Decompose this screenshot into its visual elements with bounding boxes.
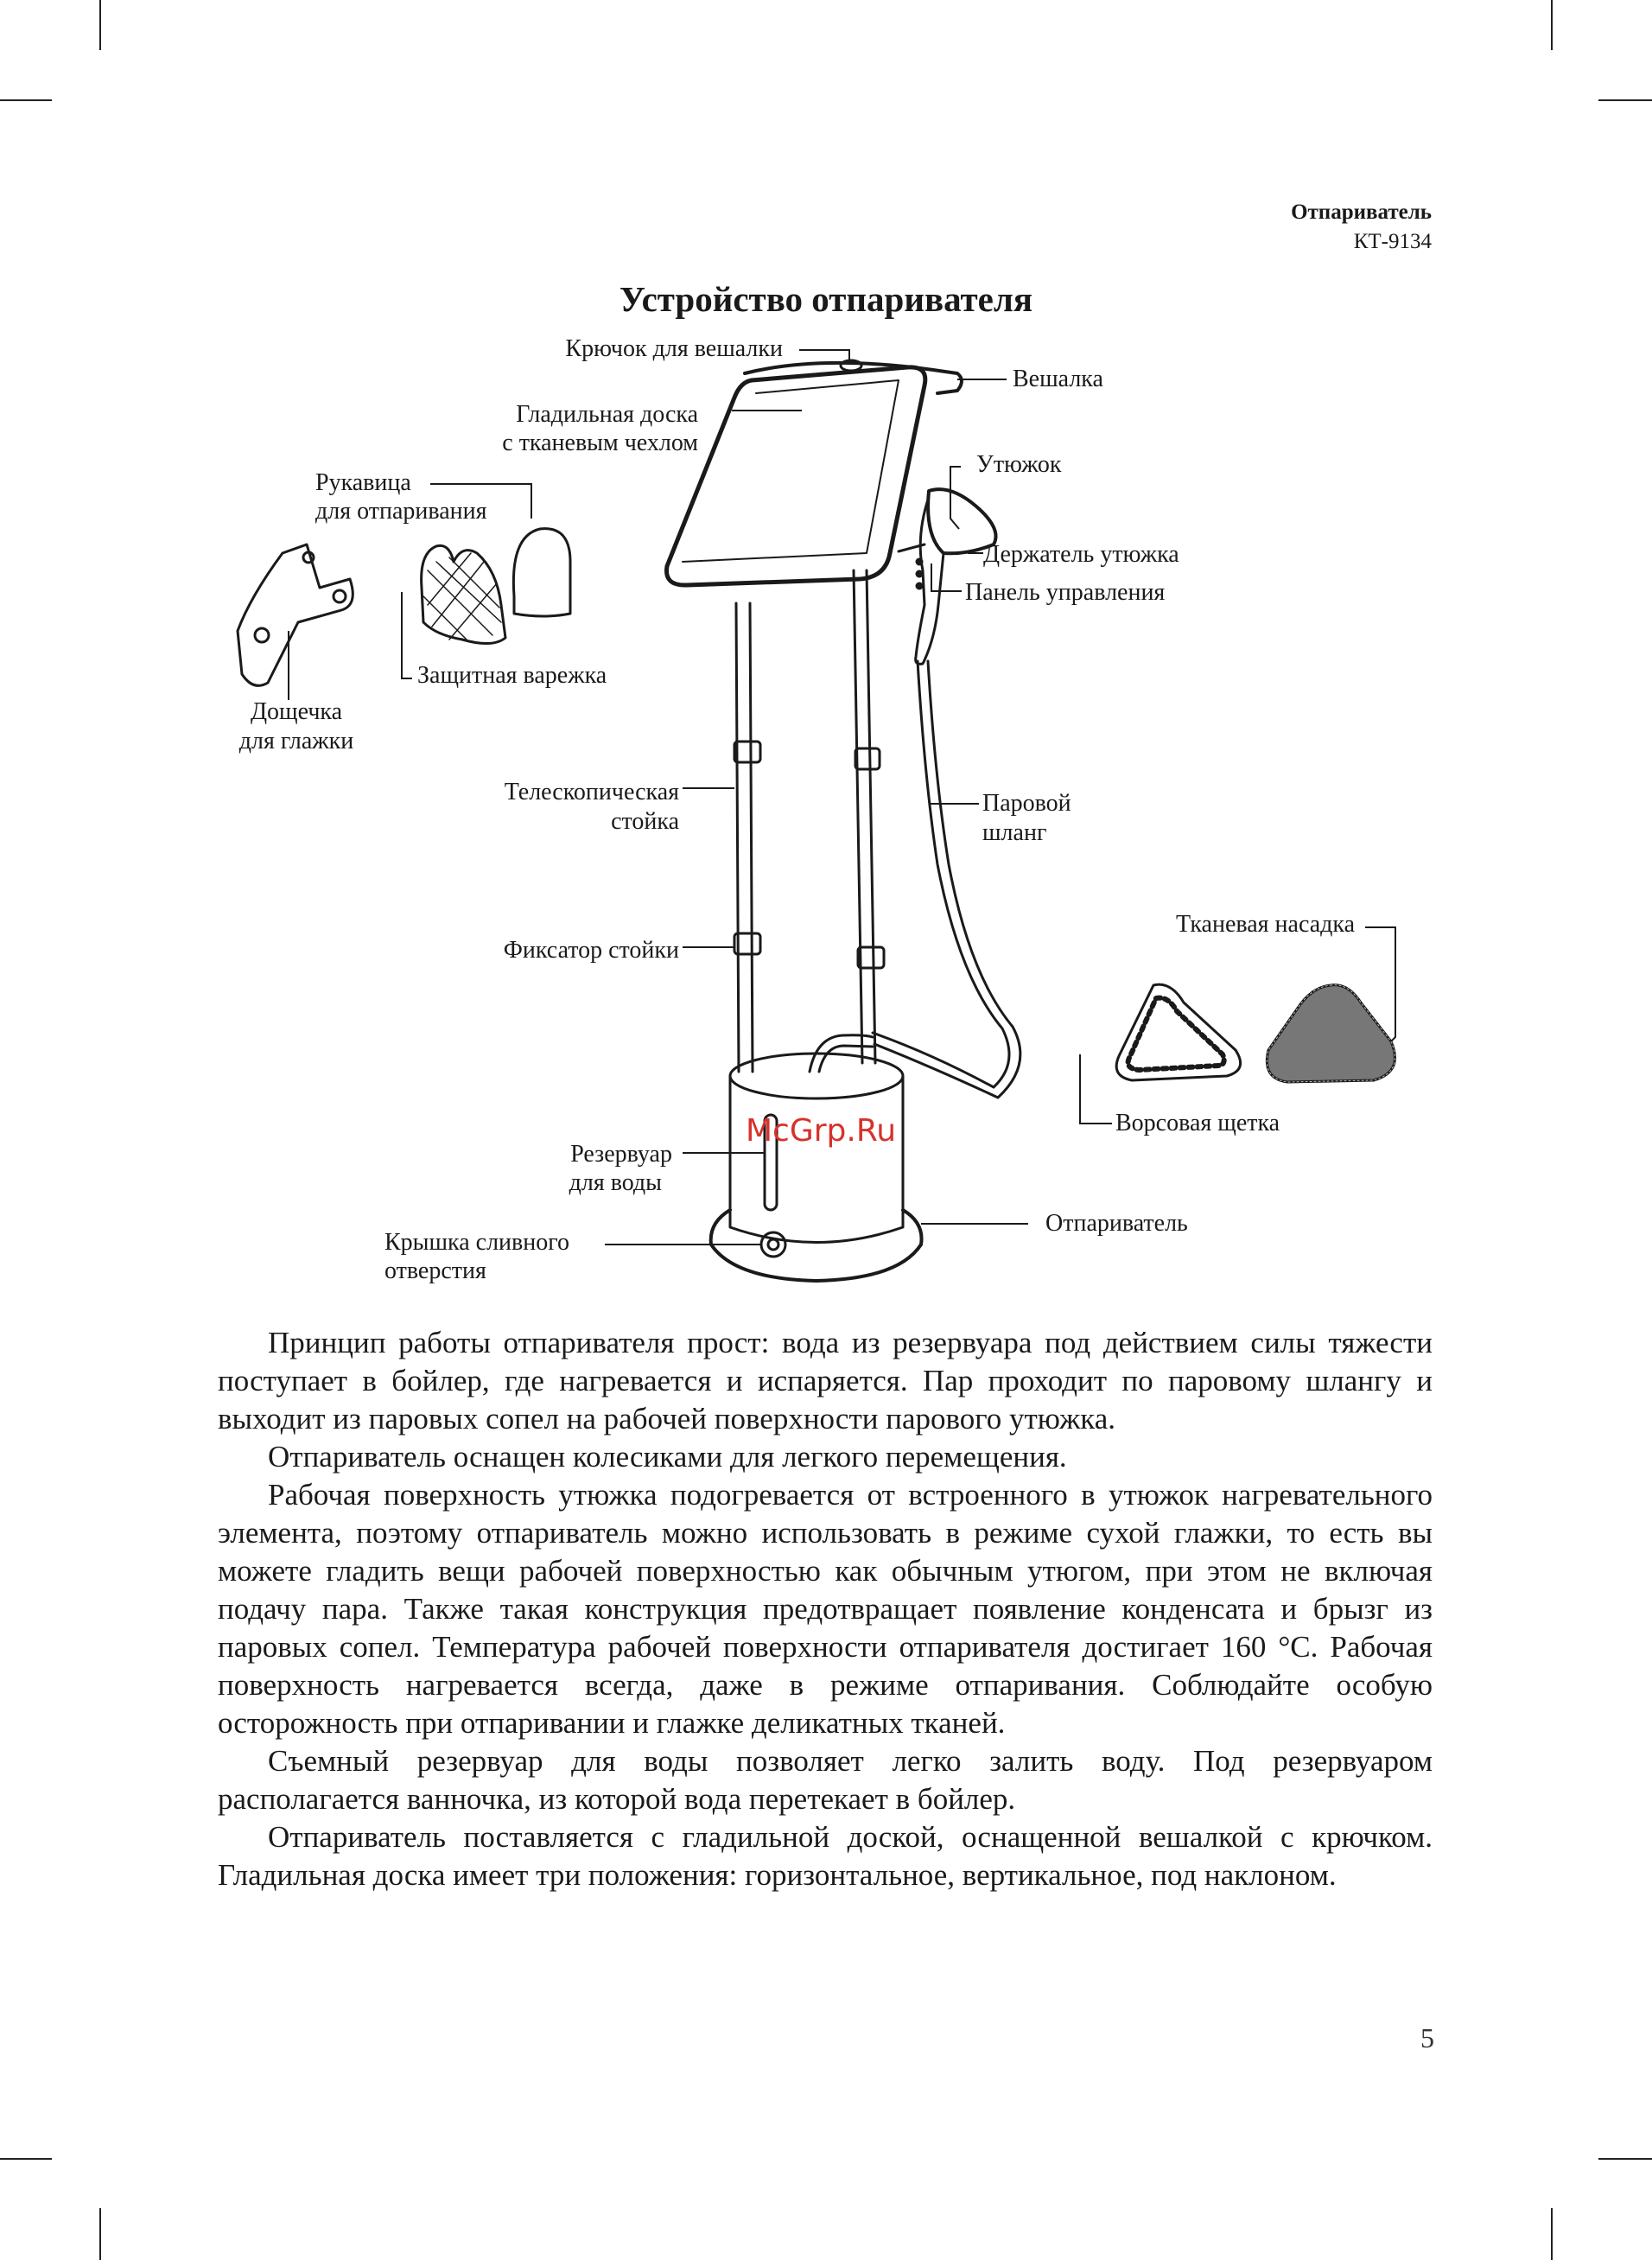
- fabric-attachment-drawing: [1267, 985, 1395, 1082]
- label-drain-line2: отверстия: [384, 1257, 486, 1284]
- label-hanger-hook: Крючок для вешалки: [565, 335, 783, 362]
- crop-mark: [0, 2158, 52, 2160]
- label-hose-line2: шланг: [982, 819, 1047, 846]
- label-mitt-line1: Рукавица: [315, 469, 411, 496]
- header-model: КТ-9134: [1353, 230, 1432, 253]
- paragraph: Отпариватель оснащен колесиками для легкого перемещения.: [268, 1440, 1067, 1474]
- label-drain-line1: Крышка сливного: [384, 1229, 570, 1256]
- label-iron-holder: Держатель утюжка: [983, 541, 1179, 568]
- label-pole-line2: стойка: [611, 808, 679, 835]
- body-text: [218, 1324, 1433, 1894]
- protective-glove-drawing: [422, 545, 505, 643]
- label-board-line1: Гладильная доска: [516, 401, 698, 428]
- label-protective-glove: Защитная варежка: [417, 662, 607, 689]
- label-pole-lock: Фиксатор стойки: [503, 937, 679, 964]
- crop-mark: [99, 2208, 101, 2260]
- watermark: McGrp.Ru: [746, 1113, 897, 1149]
- paragraph: Принцип работы отпаривателя прост: вода из резервуара под действием силы тяжести поступает в бойлер, где нагревается и испаряется. Пар проходит по паровому шлангу и выходит из паровых сопел на рабочей поверхности парового утюжка.: [218, 1326, 1433, 1436]
- header-title: Отпариватель: [1291, 201, 1432, 224]
- label-board-line2: с тканевым чехлом: [502, 430, 698, 456]
- label-plank-line2: для глажки: [238, 728, 354, 754]
- label-bristle-brush: Ворсовая щетка: [1115, 1110, 1280, 1136]
- tank-drawing: [711, 1054, 922, 1281]
- label-control-panel: Панель управления: [965, 579, 1166, 606]
- steam-hose-drawing: [810, 661, 1020, 1098]
- label-iron: Утюжок: [976, 451, 1062, 478]
- label-hose-line1: Паровой: [982, 790, 1071, 817]
- steaming-mitt-drawing: [513, 529, 570, 616]
- bristle-brush-drawing: [1116, 984, 1240, 1080]
- label-fabric-attachment: Тканевая насадка: [1175, 911, 1355, 938]
- ironing-board-drawing: [666, 360, 962, 585]
- section-title: Устройство отпаривателя: [619, 279, 1033, 319]
- label-pole-line1: Телескопическая: [504, 779, 679, 805]
- page-number: 5: [1420, 2022, 1434, 2053]
- label-hanger: Вешалка: [1013, 366, 1103, 392]
- paragraph: Отпариватель поставляется с гладильной доской, оснащенной вешалкой с крючком. Гладильная доска имеет три положения: горизонтальное, вертикальное, под наклоном.: [218, 1820, 1433, 1892]
- ironing-plank-drawing: [238, 544, 353, 685]
- label-tank-line1: Резервуар: [570, 1141, 672, 1168]
- paragraph: Съемный резервуар для воды позволяет легко залить воду. Под резервуаром располагается ванночка, из которой вода перетекает в бойлер.: [218, 1744, 1433, 1816]
- telescopic-pole-drawing: [736, 570, 875, 1072]
- crop-mark: [1598, 2158, 1652, 2160]
- label-plank-line1: Дощечка: [250, 698, 343, 725]
- label-mitt-line2: для отпаривания: [315, 498, 487, 525]
- label-steamer: Отпариватель: [1045, 1210, 1188, 1237]
- crop-mark: [1551, 2208, 1553, 2260]
- paragraph: Рабочая поверхность утюжка подогревается от встроенного в утюжок нагревательного элемента, поэтому отпариватель можно использовать в режиме сухой глажки, то есть вы можете гладить вещи рабочей поверхностью как обычным утюгом, при этом не включая подачу пара. Также такая конструкция предотвращает появление конденсата и брызг из паровых сопел. Температура рабочей поверхности отпаривателя достигает 160 °С. Рабочая поверхность нагревается всегда, даже в режиме отпаривания. Соблюдайте особую осторожность при отпаривании и глажке деликатных тканей.: [218, 1478, 1433, 1740]
- pole-lock-drawing: [734, 742, 884, 968]
- iron-drawing: [899, 489, 996, 664]
- label-tank-line2: для воды: [569, 1169, 662, 1196]
